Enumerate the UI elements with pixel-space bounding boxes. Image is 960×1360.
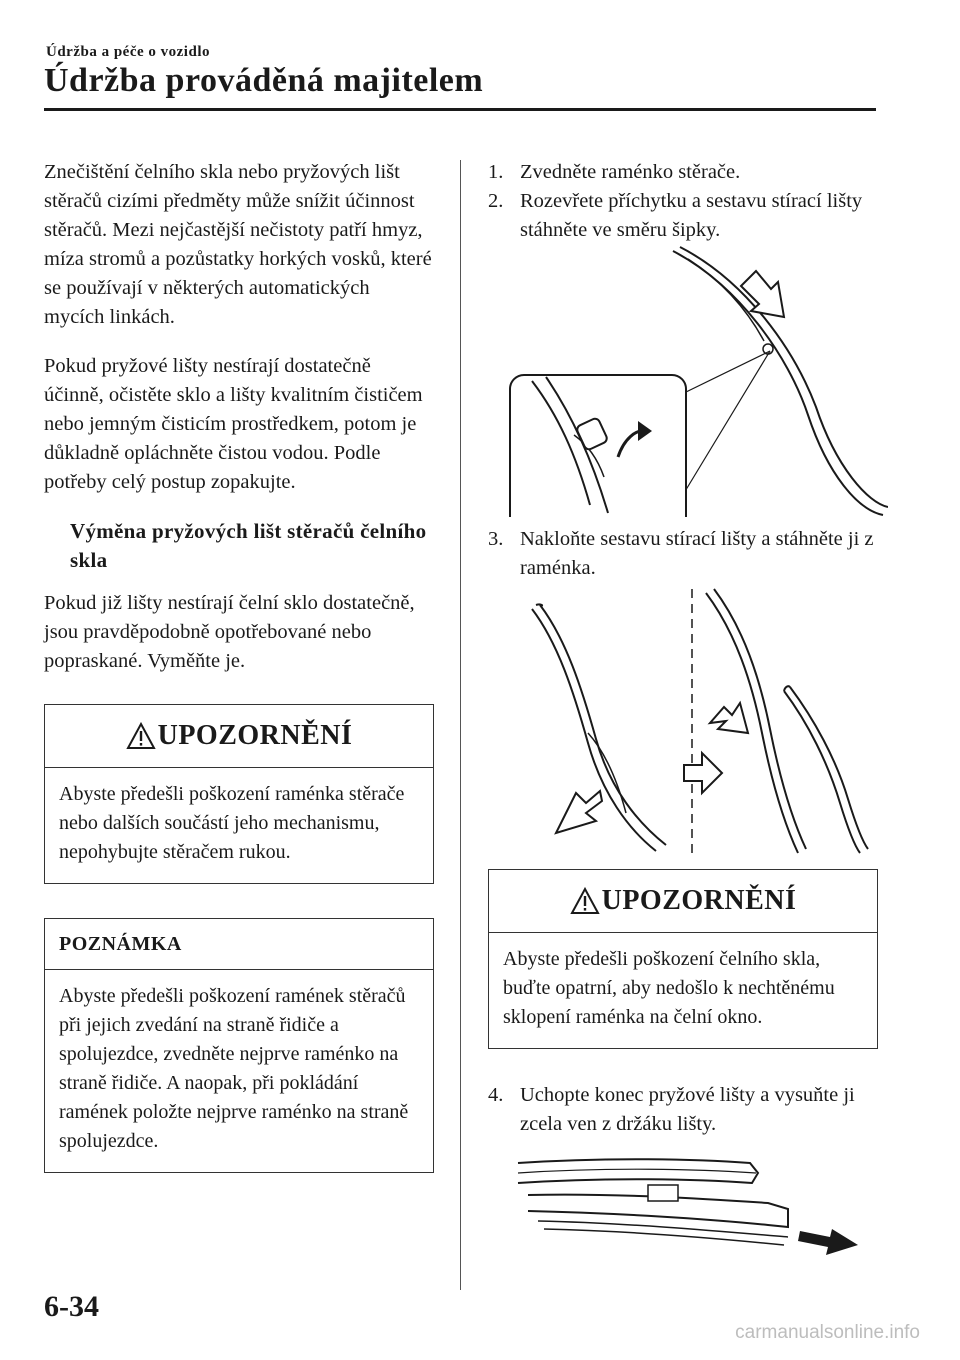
warning-triangle-icon [570,887,600,915]
step-2: 2. Rozevřete příchytku a sestavu stírací lišty stáhněte ve směru šipky. [488,190,863,241]
caution-title: UPOZORNĚNÍ [157,720,353,751]
caution-body: Abyste předešli poškození raménka stěrače nebo dalších součástí jeho mechanismu, nepohybujte stěračem rukou. [59,783,405,863]
right-column [488,158,878,1279]
step-3: 3. Nakloňte sestavu stírací lišty a stáhněte ji z raménka. [488,528,874,579]
caution-title: UPOZORNĚNÍ [601,885,797,916]
caution-box-wiper-arm [44,704,434,884]
left-column [44,158,434,1203]
note-header: POZNÁMKA [45,919,433,970]
page-number: 6-34 [44,1290,99,1323]
page-title: Údržba prováděná majitelem [44,62,484,99]
figure-slide-rubber [488,1139,888,1279]
step-1: 1. Zvedněte raménko stěrače. [488,161,741,183]
column-divider [460,160,461,1290]
warning-triangle-icon [126,722,156,750]
header-rule [44,108,876,111]
step-4: 4. Uchopte konec pryžové lišty a vysuňte ji zcela ven z držáku lišty. [488,1084,855,1135]
caution-box-windshield [488,869,878,1049]
caution-header [45,705,433,768]
figure-clip-release [488,245,888,517]
caution-header [489,870,877,933]
breadcrumb: Údržba a péče o vozidlo [46,44,210,60]
note-body: Abyste předešli poškození ramének stěračů při jejich zvedání na straně řidiče a spolujezdce, zvedněte nejprve raménko na straně řidiče. A naopak, při pokládání ramének položte nejprve raménko na straně spolujezdce. [59,985,409,1152]
paragraph-cleaning: Pokud pryžové lišty nestírají dostatečně účinně, očistěte sklo a lišty kvalitním čističem nebo jemným čisticím prostředkem, potom je důkladně opláchněte čistou vodou. Podle potřeby celý postup zopakujte. [44,355,423,493]
figure-tilt-remove [488,583,888,855]
caution-body: Abyste předešli poškození čelního skla, buďte opatrní, aby nedošlo k nechtěnému sklopení raménka na čelní okno. [503,948,835,1028]
section-heading-replacement: Výměna pryžových lišt stěračů čelního skla [70,519,427,572]
watermark: carmanualsonline.info [735,1322,920,1343]
paragraph-contamination: Znečištění čelního skla nebo pryžových lišt stěračů cizími předměty může snížit účinnost stěračů. Mezi nejčastější nečistoty patří hmyz, míza stromů a pozůstatky horkých vosků, které se používají v některých automatických mycích linkách. [44,161,432,328]
note-box [44,918,434,1173]
paragraph-replacement: Pokud již lišty nestírají čelní sklo dostatečně, jsou pravděpodobně opotřebované nebo popraskané. Vyměňte je. [44,592,415,672]
